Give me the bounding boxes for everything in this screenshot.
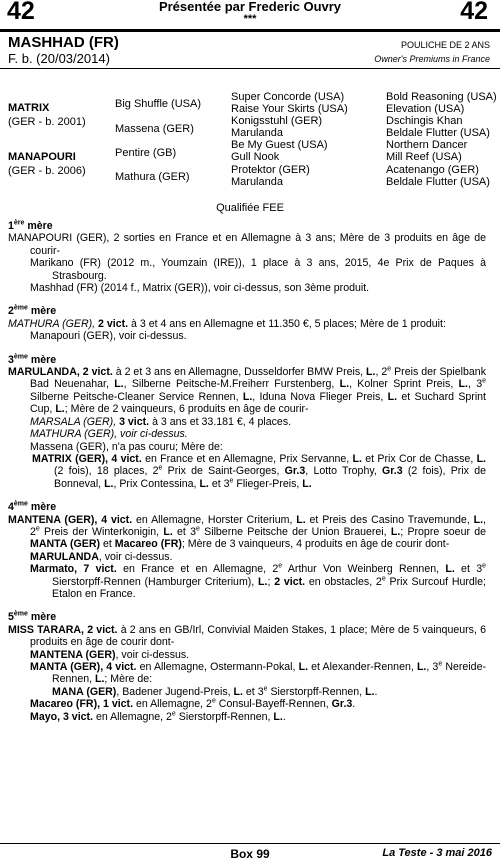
produce-entry: Massena (GER), n'a pas couru; Mère de: xyxy=(30,440,223,453)
produce-entry: MARULANDA, voir ci-dessus. xyxy=(30,550,173,563)
presenter-line: Présentée par Frederic Ouvry xyxy=(158,0,342,14)
section-heading-fourth-dam: 4ème mère xyxy=(8,500,57,514)
section-heading-fifth-dam: 5ème mère xyxy=(8,610,57,624)
dam-info: (GER - b. 2006) xyxy=(8,165,86,177)
section-heading-third-dam: 3ème mère xyxy=(8,353,57,366)
gen4-entry: Dschingis Khan xyxy=(386,115,463,127)
produce-entry: Macareo (FR), 1 vict. en Allemagne, 2e Consul-Bayeff-Rennen, Gr.3. xyxy=(30,697,356,711)
first-dam-paragraph: MANAPOURI (GER), 2 sorties en France et en Allemagne à 3 ans; Mère de 3 produits en âge de courir- xyxy=(8,232,486,257)
header-rule xyxy=(0,29,500,32)
produce-entry: MARSALA (GER), 3 vict. à 3 ans et 33.181 €, 4 places. xyxy=(30,415,292,428)
dam-name: MANAPOURI xyxy=(8,151,76,163)
gen4-entry: Northern Dancer xyxy=(386,139,468,151)
gen2-entry: Pentire (GB) xyxy=(115,147,177,159)
gen3-entry: Marulanda xyxy=(231,127,283,139)
rating-stars: *** xyxy=(243,13,257,25)
section-heading-first-dam: 1ère mère xyxy=(8,219,53,232)
sire-info: (GER - b. 2001) xyxy=(8,116,86,128)
lot-number-right: 42 xyxy=(460,0,488,25)
qualification-note: Qualifiée FEE xyxy=(216,202,284,214)
gen2-entry: Big Shuffle (USA) xyxy=(115,98,202,110)
produce-entry: MATRIX (GER), 4 vict. en France et en Allemagne, Prix Servanne, L. et Prix Cor de Chasse, L. (2 fois), 18 places, 2e Prix de Saint-Georges, Gr.3, Lotto Trophy, Gr.3 (2 fois), Prix de Bonneval, L., Prix Contessina, L. et 3e Flieger-Preis, L. xyxy=(32,452,486,490)
fifth-dam-paragraph: MISS TARARA, 2 vict. à 2 ans en GB/Irl, Convivial Maiden Stakes, 1 place; Mère de 5 vainqueurs, 6 produits en âge de courir dont- xyxy=(8,623,486,649)
sale-date: La Teste - 3 mai 2016 xyxy=(382,847,492,859)
pedigree-top-rule xyxy=(0,68,500,69)
gen3-entry: Protektor (GER) xyxy=(231,164,310,176)
premiums-note: Owner's Premiums in France xyxy=(374,54,490,64)
second-dam-paragraph: MATHURA (GER), 2 vict. à 3 et 4 ans en Allemagne et 11.350 €, 5 places; Mère de 1 produit: xyxy=(8,317,446,330)
horse-info: F. b. (20/03/2014) xyxy=(8,51,110,66)
gen3-entry: Be My Guest (USA) xyxy=(231,139,328,151)
gen4-entry: Bold Reasoning (USA) xyxy=(386,91,497,103)
dam-line-details xyxy=(8,220,486,723)
fourth-dam-paragraph: MANTENA (GER), 4 vict. en Allemagne, Horster Criterium, L. et Preis des Casino Travemunde, L., 2e Preis der Winterkonigin, L. et 3e Silberne Peitsche der Union Brauerei, L.; Propre soeur de MANTA (GER) et Macareo (FR); Mère de 3 vainqueurs, 4 produits en âge de courir dont- xyxy=(8,513,487,551)
footer-rule xyxy=(0,843,500,844)
produce-entry: MANTA (GER), 4 vict. en Allemagne, Ostermann-Pokal, L. et Alexander-Rennen, L., 3e Nereide-Rennen, L.; Mère de: xyxy=(30,660,486,686)
produce-entry: MANTENA (GER), voir ci-dessus. xyxy=(30,648,190,661)
produce-entry: Mashhad (FR) (2014 f., Matrix (GER)), voir ci-dessus, son 3ème produit. xyxy=(30,282,370,295)
gen4-entry: Beldale Flutter (USA) xyxy=(386,127,490,139)
gen4-entry: Acatenango (GER) xyxy=(386,164,479,176)
produce-entry: Marikano (FR) (2012 m., Youmzain (IRE)), 1 place à 3 ans, 2015, 4e Prix de Paques à Strasbourg. xyxy=(30,257,486,282)
gen3-entry: Marulanda xyxy=(231,176,283,188)
gen3-entry: Konigsstuhl (GER) xyxy=(231,115,323,127)
gen3-entry: Super Concorde (USA) xyxy=(231,91,345,103)
produce-entry: MATHURA (GER), voir ci-dessus. xyxy=(30,428,188,441)
sex-age: POULICHE DE 2 ANS xyxy=(400,40,490,50)
produce-entry: MANA (GER), Badener Jugend-Preis, L. et 3e Sierstorpff-Rennen, L.. xyxy=(52,685,378,698)
gen4-entry: Elevation (USA) xyxy=(386,103,465,115)
gen3-entry: Gull Nook xyxy=(231,151,280,163)
produce-entry: Mayo, 3 vict. en Allemagne, 2e Sierstorpff-Rennen, L.. xyxy=(30,710,286,723)
lot-number-left: 42 xyxy=(7,0,35,25)
section-heading-second-dam: 2ème mère xyxy=(8,304,57,318)
produce-entry: Marmato, 7 vict. en France et en Allemagne, 2e Arthur Von Weinberg Rennen, L. et 3e Sierstorpff-Rennen (Hamburger Criterium), L.; 2 vict. en obstacles, 2e Prix Surcouf Hurdle; Etalon en France. xyxy=(30,562,486,600)
gen4-entry: Beldale Flutter (USA) xyxy=(386,176,490,188)
gen2-entry: Massena (GER) xyxy=(115,123,194,135)
horse-name: MASHHAD (FR) xyxy=(8,34,119,51)
gen4-entry: Mill Reef (USA) xyxy=(386,151,462,163)
third-dam-paragraph: MARULANDA, 2 vict. à 2 et 3 ans en Allemagne, Dusseldorfer BMW Preis, L., 2e Preis der Spielbank Bad Neuenahar, L., Silberne Peitsche-M.Freiherr Furstenberg, L., Kolner Sprint Preis, L., 3e Silberne Peitsche-Cleaner Service Rennen, L., Iduna Nova Flieger Preis, L. et Suchard Sprint Cup, L.; Mère de 2 vainqueurs, 6 produits en âge de courir- xyxy=(8,365,487,416)
produce-entry: Manapouri (GER), voir ci-dessus. xyxy=(30,330,187,343)
sire-name: MATRIX xyxy=(8,102,50,114)
box-number: Box 99 xyxy=(230,847,270,861)
gen3-entry: Raise Your Skirts (USA) xyxy=(231,103,348,115)
gen2-entry: Mathura (GER) xyxy=(115,171,190,183)
